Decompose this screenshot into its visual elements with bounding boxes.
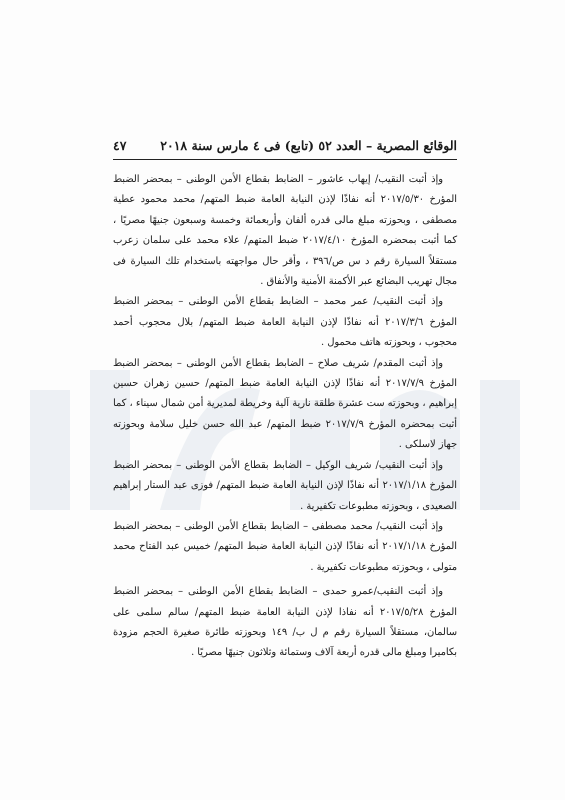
paragraph: وإذ أثبت النقيب/ إيهاب عاشور – الضابط بقطاع الأمن الوطنى – بمحضر الضبط المؤرخ ٢٠١٧/٥/٣٠ أنه نفاذًا لإذن النيابة العامة ضبط المتهم/ محمد محمود عطية مصطفى ، وبحوزته مبلغ مالى قدره ألفان وأربعمائة وخمسة وسبعون جنيهًا مصريًا ، كما أثبت بمحضره المؤرخ ٢٠١٧/٤/١٠ ضبط المتهم/ علاء محمد على سلمان زعرب مستقلاً السيارة رقم د س ص/٣٩٦ ، وأقر حال مواجهته باستخدام تلك السيارة فى مجال تهريب البضائع عبر الأكمنة الأمنية والأنفاق . — [113, 174, 458, 288]
document-body — [113, 170, 457, 664]
paragraph: وإذ أثبت المقدم/ شريف صلاح – الضابط بقطاع الأمن الوطنى – بمحضر الضبط المؤرخ ٢٠١٧/٧/٩ أنه نفاذًا لإذن النيابة العامة ضبط المتهم/ حسين زهران حسين إبراهيم ، وبحوزته ست عشرة طلقة نارية آلية وخريطة لمديرية أمن شمال سيناء ، كما أثبت بمحضره المؤرخ ٢٠١٧/٧/٩ ضبط المتهم/ عبد الله حسن خليل سلامة وبحوزته جهاز لاسلكى . — [113, 357, 457, 451]
paragraph: وإذ أثبت النقيب/ محمد مصطفى – الضابط بقطاع الأمن الوطنى – بمحضر الضبط المؤرخ ٢٠١٧/١/١٨ أنه نفاذًا لإذن النيابة العامة ضبط المتهم/ خميس عبد الفتاح محمد متولى ، وبحوزته مطبوعات تكفيرية . — [113, 520, 457, 573]
page-header — [113, 134, 457, 156]
paragraph: وإذ أثبت النقيب/عمرو حمدى – الضابط بقطاع الأمن الوطنى – بمحضر الضبط المؤرخ ٢٠١٧/٥/٢٨ أنه نفاذا لإذن النيابة العامة ضبط المتهم/ سالم سلمى على سالمان، مستقلاً السيارة رقم م ل ب/ ١٤٩ وبحوزته طائرة صغيرة الحجم مزودة بكاميرا ومبلغ مالى قدره أربعة آلاف وستمائة وثلاثون جنيهًا مصريًا . — [113, 586, 458, 659]
header-divider — [113, 159, 457, 160]
paragraph: وإذ أثبت النقيب/ شريف الوكيل – الضابط بقطاع الأمن الوطنى – بمحضر الضبط المؤرخ ٢٠١٧/١/١٨ أنه نفاذًا لإذن النيابة العامة ضبط المتهم/ فوزى عبد الستار إبراهيم الصعيدى ، وبحوزته مطبوعات تكفيرية . — [113, 459, 457, 512]
page-number: ٤٧ — [113, 137, 127, 153]
paragraph: وإذ أثبت النقيب/ عمر محمد – الضابط بقطاع الأمن الوطنى – بمحضر الضبط المؤرخ ٢٠١٧/٣/٦ أنه نفاذًا لإذن النيابة العامة ضبط المتهم/ بلال محجوب أحمد محجوب ، وبحوزته هاتف محمول . — [113, 296, 457, 349]
header-title: الوقائع المصرية – العدد ٥٢ (تابع) فى ٤ مارس سنة ٢٠١٨ — [160, 137, 457, 153]
